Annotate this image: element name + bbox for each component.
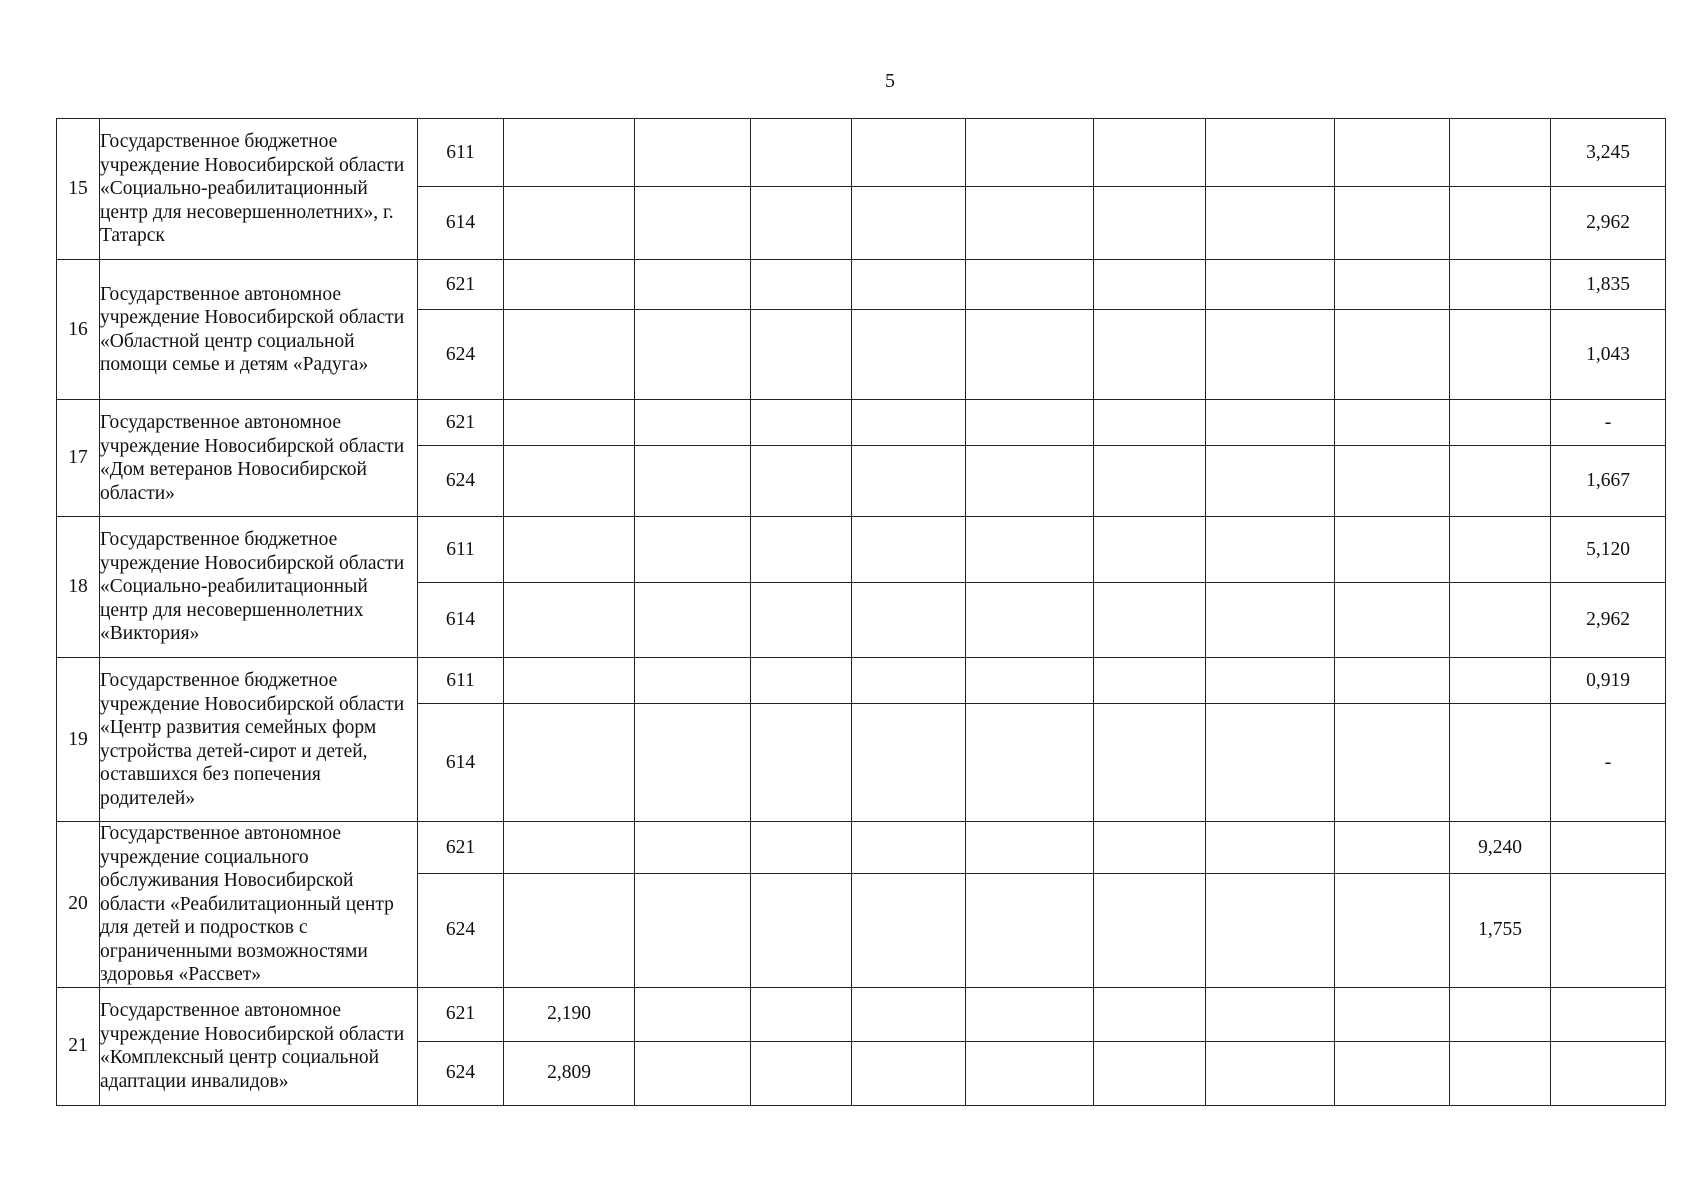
value-cell: 3,245 — [1551, 119, 1666, 187]
value-cell — [1206, 583, 1335, 658]
value-cell — [635, 1041, 751, 1105]
value-cell — [1206, 822, 1335, 874]
value-cell — [852, 187, 966, 260]
value-cell — [751, 1041, 852, 1105]
table-row — [57, 517, 1666, 583]
value-cell: - — [1551, 400, 1666, 446]
value-cell — [966, 260, 1094, 310]
value-cell — [1206, 987, 1335, 1041]
value-cell — [852, 517, 966, 583]
table-row — [57, 658, 1666, 704]
row-number: 20 — [57, 822, 100, 988]
value-cell — [751, 187, 852, 260]
value-cell — [504, 119, 635, 187]
value-cell — [1094, 260, 1206, 310]
value-cell — [1206, 1041, 1335, 1105]
value-cell — [751, 987, 852, 1041]
value-cell — [751, 260, 852, 310]
value-cell: 2,809 — [504, 1041, 635, 1105]
value-cell — [1206, 517, 1335, 583]
value-cell — [1094, 517, 1206, 583]
value-cell — [1335, 874, 1450, 987]
row-number: 16 — [57, 260, 100, 400]
value-cell: 5,120 — [1551, 517, 1666, 583]
value-cell — [1450, 119, 1551, 187]
value-cell — [751, 400, 852, 446]
value-cell — [1450, 260, 1551, 310]
value-cell — [852, 1041, 966, 1105]
value-cell — [852, 260, 966, 310]
expense-code: 624 — [418, 874, 504, 987]
institution-name: Государственное бюджетное учреждение Новосибирской области «Социально-реабилитационный центр для несовершеннолетних», г. Татарск — [100, 119, 418, 260]
table-row — [57, 119, 1666, 187]
value-cell — [1335, 822, 1450, 874]
value-cell — [751, 583, 852, 658]
value-cell — [504, 517, 635, 583]
value-cell — [1206, 310, 1335, 400]
value-cell — [751, 658, 852, 704]
value-cell — [1335, 400, 1450, 446]
value-cell — [635, 658, 751, 704]
value-cell — [751, 446, 852, 517]
row-number: 21 — [57, 987, 100, 1105]
value-cell — [1206, 400, 1335, 446]
value-cell — [852, 987, 966, 1041]
table-row — [57, 260, 1666, 310]
value-cell — [1551, 822, 1666, 874]
value-cell: 2,962 — [1551, 583, 1666, 658]
value-cell — [635, 874, 751, 987]
value-cell — [966, 310, 1094, 400]
value-cell: - — [1551, 704, 1666, 822]
value-cell — [504, 400, 635, 446]
value-cell — [1094, 400, 1206, 446]
value-cell — [1094, 1041, 1206, 1105]
value-cell — [1450, 310, 1551, 400]
value-cell — [1551, 874, 1666, 987]
value-cell: 9,240 — [1450, 822, 1551, 874]
value-cell — [852, 446, 966, 517]
value-cell — [1335, 310, 1450, 400]
value-cell: 2,962 — [1551, 187, 1666, 260]
value-cell — [504, 822, 635, 874]
value-cell — [966, 517, 1094, 583]
value-cell — [966, 822, 1094, 874]
value-cell — [1450, 517, 1551, 583]
value-cell — [1094, 187, 1206, 260]
expense-code: 611 — [418, 517, 504, 583]
value-cell: 1,667 — [1551, 446, 1666, 517]
value-cell — [1206, 874, 1335, 987]
value-cell — [852, 658, 966, 704]
value-cell — [1335, 260, 1450, 310]
expense-code: 611 — [418, 119, 504, 187]
value-cell — [1450, 987, 1551, 1041]
value-cell — [504, 874, 635, 987]
expense-code: 614 — [418, 704, 504, 822]
value-cell — [1450, 583, 1551, 658]
institution-name: Государственное бюджетное учреждение Новосибирской области «Социально-реабилитационный центр для несовершеннолетних «Виктория» — [100, 517, 418, 658]
expense-code: 621 — [418, 260, 504, 310]
value-cell — [504, 704, 635, 822]
value-cell — [966, 583, 1094, 658]
value-cell — [1335, 583, 1450, 658]
expense-code: 621 — [418, 400, 504, 446]
institution-name: Государственное бюджетное учреждение Новосибирской области «Центр развития семейных форм устройства детей-сирот и детей, оставшихся без попечения родителей» — [100, 658, 418, 822]
value-cell — [852, 704, 966, 822]
value-cell — [1335, 987, 1450, 1041]
value-cell — [1335, 658, 1450, 704]
value-cell — [1450, 704, 1551, 822]
value-cell — [966, 704, 1094, 822]
value-cell — [1094, 658, 1206, 704]
value-cell — [1206, 446, 1335, 517]
value-cell — [1450, 658, 1551, 704]
value-cell — [635, 400, 751, 446]
expense-code: 624 — [418, 1041, 504, 1105]
expense-code: 611 — [418, 658, 504, 704]
value-cell — [504, 583, 635, 658]
value-cell — [852, 583, 966, 658]
value-cell — [635, 446, 751, 517]
expense-code: 624 — [418, 310, 504, 400]
expense-code: 614 — [418, 187, 504, 260]
value-cell — [504, 658, 635, 704]
institution-name: Государственное автономное учреждение Новосибирской области «Областной центр социальной помощи семье и детям «Радуга» — [100, 260, 418, 400]
value-cell — [751, 310, 852, 400]
value-cell — [852, 400, 966, 446]
value-cell — [504, 187, 635, 260]
value-cell — [966, 187, 1094, 260]
row-number: 19 — [57, 658, 100, 822]
value-cell — [1094, 704, 1206, 822]
value-cell — [635, 517, 751, 583]
value-cell — [751, 874, 852, 987]
value-cell — [1335, 517, 1450, 583]
value-cell — [635, 987, 751, 1041]
table-row — [57, 400, 1666, 446]
row-number: 17 — [57, 400, 100, 517]
value-cell — [635, 260, 751, 310]
value-cell — [1094, 822, 1206, 874]
value-cell — [966, 446, 1094, 517]
value-cell — [966, 874, 1094, 987]
expense-code: 621 — [418, 822, 504, 874]
value-cell — [1450, 187, 1551, 260]
value-cell — [1335, 187, 1450, 260]
table-body — [57, 119, 1666, 1106]
row-number: 15 — [57, 119, 100, 260]
page-number: 5 — [885, 70, 895, 92]
value-cell — [1094, 119, 1206, 187]
value-cell — [1335, 446, 1450, 517]
value-cell: 0,919 — [1551, 658, 1666, 704]
value-cell — [635, 704, 751, 822]
value-cell — [1094, 446, 1206, 517]
row-number: 18 — [57, 517, 100, 658]
value-cell — [1094, 987, 1206, 1041]
value-cell — [1551, 987, 1666, 1041]
expense-code: 614 — [418, 583, 504, 658]
value-cell — [751, 704, 852, 822]
value-cell — [852, 874, 966, 987]
table-row — [57, 822, 1666, 874]
value-cell — [635, 822, 751, 874]
value-cell — [966, 658, 1094, 704]
expense-code: 621 — [418, 987, 504, 1041]
value-cell: 1,755 — [1450, 874, 1551, 987]
institution-name: Государственное автономное учреждение Новосибирской области «Комплексный центр социальной адаптации инвалидов» — [100, 987, 418, 1105]
table-row — [57, 987, 1666, 1041]
value-cell — [635, 187, 751, 260]
value-cell — [504, 310, 635, 400]
value-cell — [504, 446, 635, 517]
value-cell — [966, 400, 1094, 446]
value-cell — [751, 822, 852, 874]
value-cell — [1450, 446, 1551, 517]
value-cell — [1094, 310, 1206, 400]
value-cell — [1206, 119, 1335, 187]
value-cell — [504, 260, 635, 310]
value-cell — [1206, 260, 1335, 310]
value-cell — [1206, 187, 1335, 260]
value-cell — [635, 119, 751, 187]
value-cell: 2,190 — [504, 987, 635, 1041]
value-cell — [1094, 874, 1206, 987]
value-cell — [966, 987, 1094, 1041]
budget-table — [56, 118, 1666, 1106]
value-cell — [1551, 1041, 1666, 1105]
value-cell — [1335, 704, 1450, 822]
expense-code: 624 — [418, 446, 504, 517]
value-cell: 1,835 — [1551, 260, 1666, 310]
value-cell — [1335, 1041, 1450, 1105]
value-cell: 1,043 — [1551, 310, 1666, 400]
value-cell — [966, 1041, 1094, 1105]
value-cell — [852, 310, 966, 400]
value-cell — [966, 119, 1094, 187]
value-cell — [751, 119, 852, 187]
value-cell — [852, 822, 966, 874]
value-cell — [852, 119, 966, 187]
value-cell — [1450, 400, 1551, 446]
value-cell — [635, 310, 751, 400]
institution-name: Государственное автономное учреждение социального обслуживания Новосибирской области «Реабилитационный центр для детей и подростков с ограниченными возможностями здоровья «Рассвет» — [100, 822, 418, 988]
value-cell — [1206, 658, 1335, 704]
value-cell — [1450, 1041, 1551, 1105]
value-cell — [1335, 119, 1450, 187]
institution-name: Государственное автономное учреждение Новосибирской области «Дом ветеранов Новосибирской области» — [100, 400, 418, 517]
value-cell — [1206, 704, 1335, 822]
value-cell — [635, 583, 751, 658]
value-cell — [1094, 583, 1206, 658]
value-cell — [751, 517, 852, 583]
